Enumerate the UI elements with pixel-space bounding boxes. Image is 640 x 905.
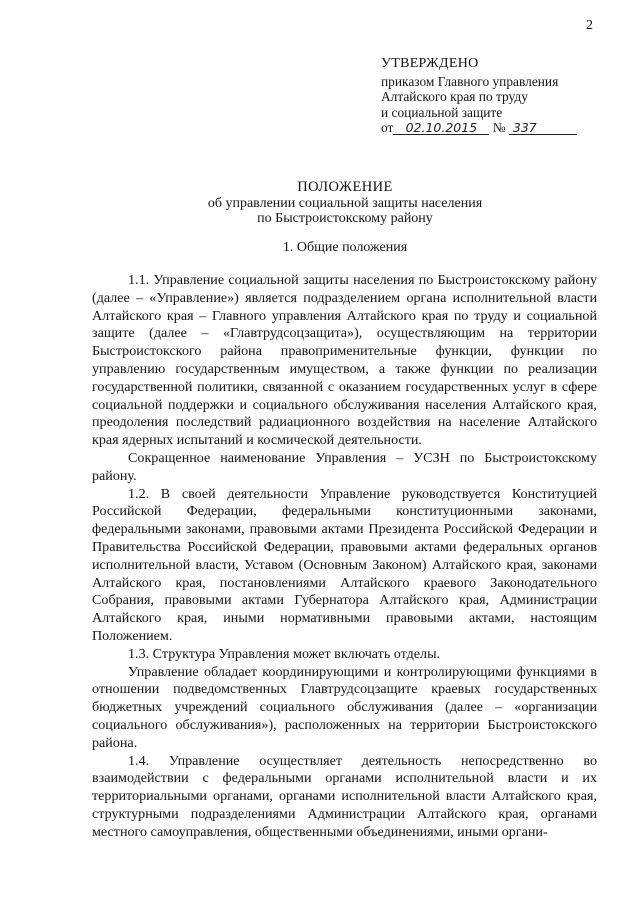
page-number: 2 xyxy=(586,18,593,33)
document-subtitle-line-2: по Быстроистокскому району xyxy=(257,211,433,226)
approval-line-2: Алтайского края по труду xyxy=(381,89,528,104)
section-title: 1. Общие положения xyxy=(282,240,408,255)
approval-line-3: и социальной защите xyxy=(381,104,503,120)
order-date: 02.10.2015 xyxy=(393,121,489,135)
order-from-label: от xyxy=(381,120,394,135)
approval-stamp xyxy=(381,56,601,136)
document-title: ПОЛОЖЕНИЕ xyxy=(297,179,393,195)
paragraph-1-4: 1.4. Управление осуществляет деятельность непосредственно во взаимодействии с федеральными органами исполнительной власти и их территориальными органами, органами исполнительной власти Алтайского края, структурными подразделениями Администрации Алтайского края, органами местного самоуправления, общественными объединениями, иными органи- xyxy=(92,752,597,840)
document-heading xyxy=(120,180,570,227)
paragraph-1-1: 1.1. Управление социальной защиты населения по Быстроистокскому району (далее – «Управление») является подразделением органа исполнительной власти Алтайского края – Главного управления Алтайского края по труду и социальной защите (далее – «Главтрудсоцзащита»), осуществляющим на территории Быстроистокского района правоприменительные функции, функции по управлению государственным имуществом, а также функции по реализации государственной политики, связанной с оказанием государственных услуг в сфере социальной поддержки и социального обслуживания населения Алтайского края, преодоления последствий радиационного воздействия на население Алтайского края ядерных испытаний и космической деятельности. xyxy=(92,272,597,449)
paragraph-coordination: Управление обладает координирующими и контролирующими функциями в отношении подведомственных Главтрудсоцзащите краевых государственных бюджетных учреждений социального обслуживания (далее – «организации социального обслуживания»), расположенных на территории Быстроистокского района. xyxy=(92,663,597,751)
paragraph-short-name: Сокращенное наименование Управления – УСЗН по Быстроистокскому району. xyxy=(92,449,597,484)
order-number: 337 xyxy=(509,121,577,135)
approval-line-1: приказом Главного управления xyxy=(381,73,559,89)
approval-title: УТВЕРЖДЕНО xyxy=(381,56,479,71)
order-number-sign: № xyxy=(492,120,506,135)
document-body xyxy=(92,272,597,842)
document-subtitle-line-1: об управлении социальной защиты населения xyxy=(207,195,483,211)
paragraph-1-2: 1.2. В своей деятельности Управление руководствуется Конституцией Российской Федерации, федеральными конституционными законами, федеральными законами, правовыми актами Президента Российской Федерации и Правительства Российской Федерации, правовыми актами федеральных органов исполнительной власти, Уставом (Основным Законом) Алтайского края, законами Алтайского края, постановлениями Алтайского краевого Законодательного Собрания, правовыми актами Губернатора Алтайского края, Администрации Алтайского края, иными нормативными правовыми актами, настоящим Положением. xyxy=(92,485,597,644)
paragraph-1-3: 1.3. Структура Управления может включать отделы. xyxy=(128,645,441,662)
order-date-number xyxy=(381,120,601,136)
